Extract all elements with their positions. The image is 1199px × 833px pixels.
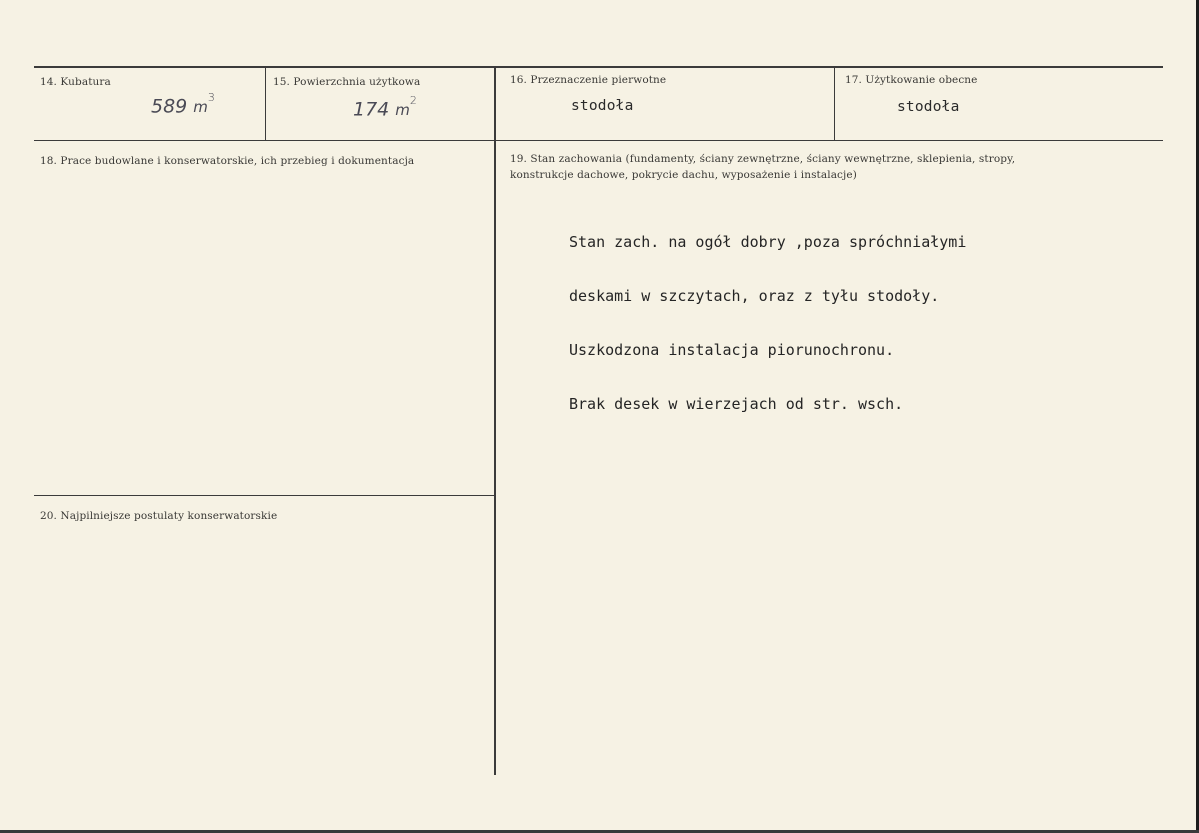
field-19-label-line1: 19. Stan zachowania (fundamenty, ściany zewnętrzne, ściany wewnętrzne, sklepienia, stropy, bbox=[510, 153, 1016, 165]
field-19-line: Stan zach. na ogół dobry ,poza spróchniałymi bbox=[569, 233, 967, 251]
field-16-value: stodoła bbox=[571, 98, 634, 114]
col-divider-2 bbox=[494, 67, 496, 775]
field-14-number: 589 bbox=[151, 95, 188, 118]
field-14-label: 14. Kubatura bbox=[40, 76, 111, 88]
field-15-label: 15. Powierzchnia użytkowa bbox=[273, 76, 421, 88]
field-17-value: stodoła bbox=[897, 99, 960, 115]
field-19-label-line2: konstrukcje dachowe, pokrycie dachu, wyposażenie i instalacje) bbox=[510, 169, 857, 181]
top-rule bbox=[34, 66, 1163, 68]
field-19-line: deskami w szczytach, oraz z tyłu stodoły. bbox=[569, 287, 940, 305]
field-19-line: Brak desek w wierzejach od str. wsch. bbox=[569, 395, 904, 413]
field-19-text bbox=[569, 197, 966, 449]
left-column-divider bbox=[34, 495, 494, 496]
col-divider-3 bbox=[834, 67, 835, 141]
row-divider bbox=[34, 140, 1163, 141]
field-14-unit: m bbox=[193, 98, 208, 117]
field-15-unit: m bbox=[395, 101, 410, 120]
col-divider-1 bbox=[265, 67, 266, 141]
field-15-value bbox=[353, 94, 417, 121]
field-17-label: 17. Użytkowanie obecne bbox=[845, 74, 978, 86]
field-20-label: 20. Najpilniejsze postulaty konserwatorskie bbox=[40, 510, 278, 522]
field-15-number: 174 bbox=[353, 98, 390, 121]
field-14-exp: 3 bbox=[207, 91, 215, 104]
field-14-value bbox=[151, 91, 215, 118]
field-16-label: 16. Przeznaczenie pierwotne bbox=[510, 74, 667, 86]
field-15-exp: 2 bbox=[409, 94, 417, 107]
field-18-label: 18. Prace budowlane i konserwatorskie, ich przebieg i dokumentacja bbox=[40, 155, 415, 167]
field-19-line: Uszkodzona instalacja piorunochronu. bbox=[569, 341, 895, 359]
